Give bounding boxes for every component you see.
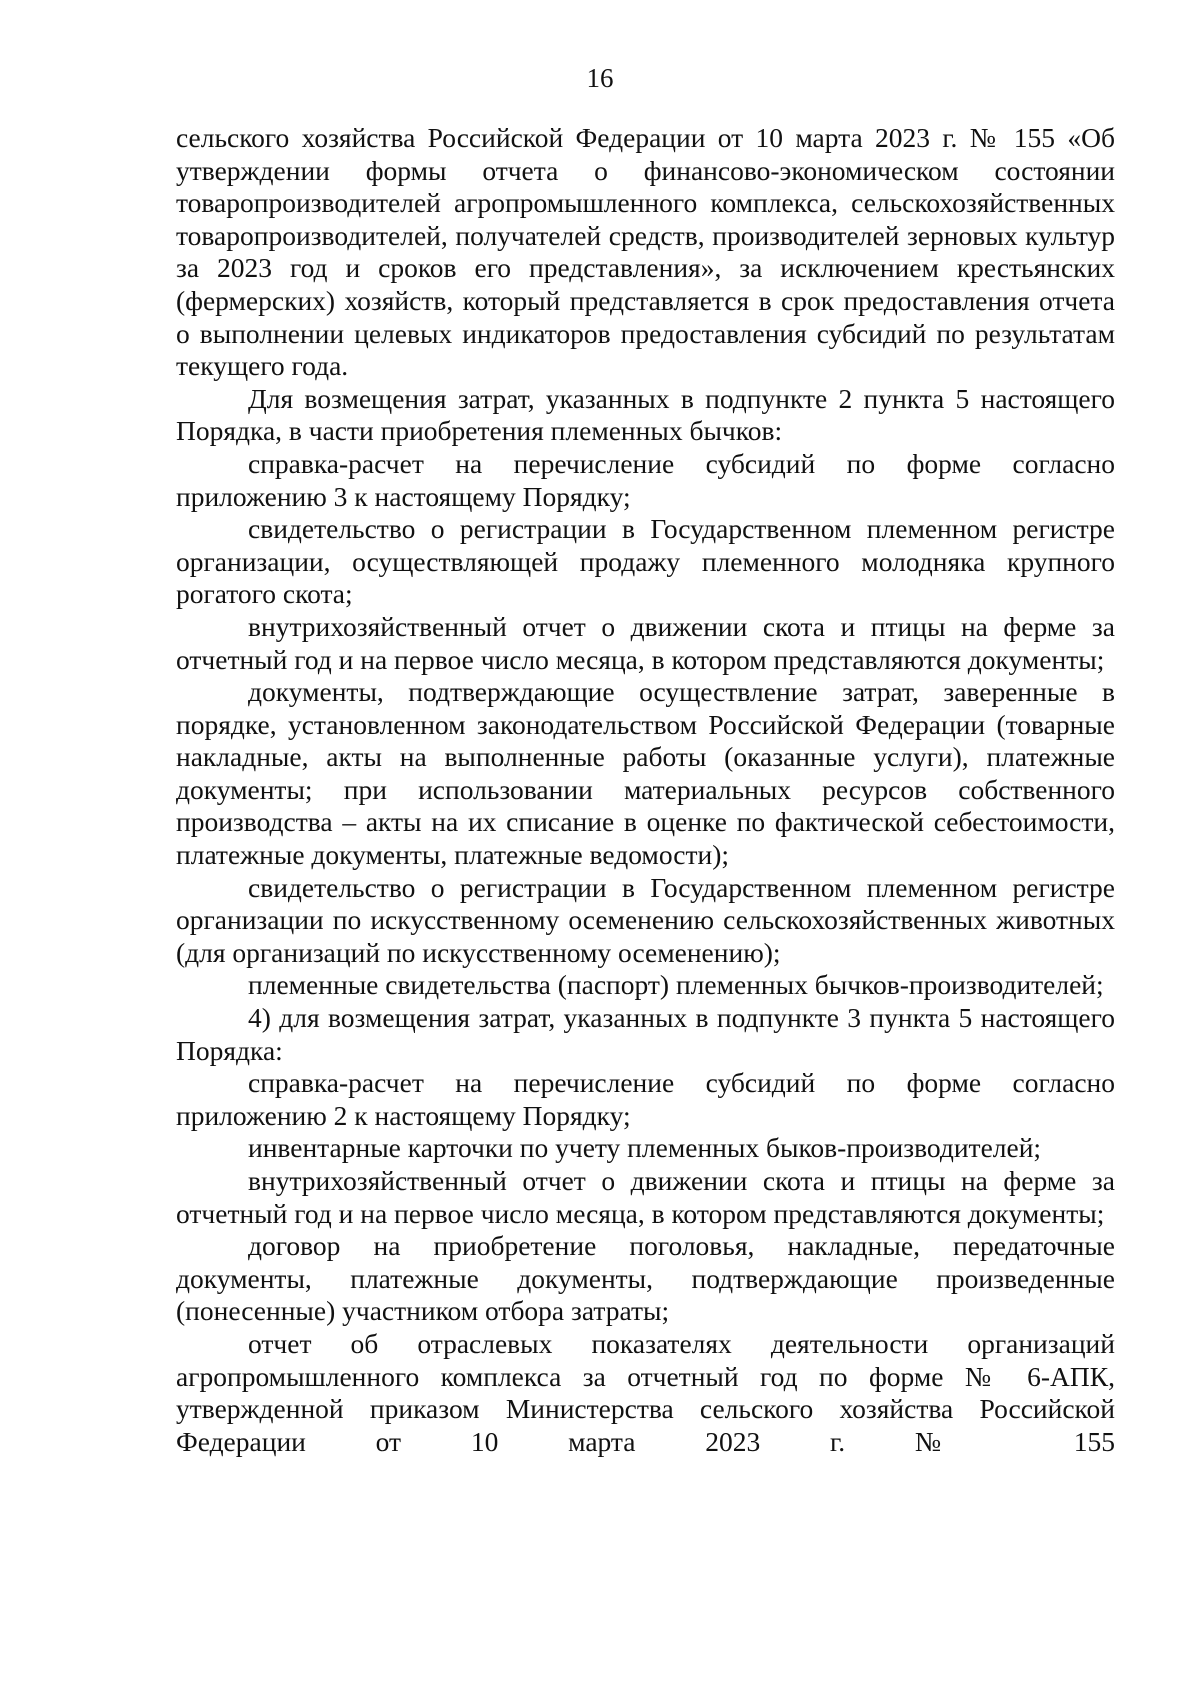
paragraph-list-item: документы, подтверждающие осуществление затрат, заверенные в порядке, установленном законодательством Российской Федерации (товарные накладные, акты на выполненные работы (оказанные услуги), платежные документы; при использовании материальных ресурсов собственного производства – акты на их списание в оценке по фактической себестоимости, платежные документы, платежные ведомости); (176, 676, 1115, 871)
paragraph-list-item: договор на приобретение поголовья, накладные, передаточные документы, платежные документы, подтверждающие произведенные (понесенные) участником отбора затраты; (176, 1230, 1115, 1327)
paragraph-list-item: справка-расчет на перечисление субсидий по форме согласно приложению 2 к настоящему Порядку; (176, 1067, 1115, 1131)
paragraph-intro-bulls: Для возмещения затрат, указанных в подпункте 2 пункта 5 настоящего Порядка, в части приобретения племенных бычков: (176, 382, 1115, 447)
paragraph-list-item: внутрихозяйственный отчет о движении скота и птицы на ферме за отчетный год и на первое число месяца, в котором представляются документы; (176, 1165, 1115, 1229)
paragraph-list-item: свидетельство о регистрации в Государственном племенном регистре организации, осуществляющей продажу племенного молодняка крупного рогатого скота; (176, 513, 1115, 610)
paragraph-continuation: сельского хозяйства Российской Федерации от 10 марта 2023 г. № 155 «Об утверждении формы отчета о финансово-экономическом состоянии товаропроизводителей агропромышленного комплекса, сельскохозяйственных товаропроизводителей, получателей средств, производителей зерновых культур за 2023 год и сроков его представления», за исключением крестьянских (фермерских) хозяйств, который представляется в срок предоставления отчета о выполнении целевых индикаторов предоставления субсидий по результатам текущего года. (176, 122, 1115, 382)
document-body (176, 122, 1115, 1458)
paragraph-list-item: справка-расчет на перечисление субсидий по форме согласно приложению 3 к настоящему Порядку; (176, 447, 1115, 512)
paragraph-list-item: инвентарные карточки по учету племенных быков-производителей; (248, 1132, 1042, 1164)
paragraph-list-item: племенные свидетельства (паспорт) племенных бычков-производителей; (248, 969, 1104, 1001)
paragraph-list-item: свидетельство о регистрации в Государственном племенном регистре организации по искусственному осеменению сельскохозяйственных животных (для организаций по искусственному осеменению); (176, 871, 1115, 968)
paragraph-list-item: внутрихозяйственный отчет о движении скота и птицы на ферме за отчетный год и на первое число месяца, в котором представляются документы; (176, 610, 1115, 675)
paragraph-list-item-continued: отчет об отраслевых показателях деятельности организаций агропромышленного комплекса за отчетный год по форме № 6-АПК, утвержденной приказом Министерства сельского хозяйства Российской Федерации от 10 марта 2023 г. № 155 (176, 1327, 1115, 1457)
page-number: 16 (586, 63, 614, 93)
paragraph-item-4: 4) для возмещения затрат, указанных в подпункте 3 пункта 5 настоящего Порядка: (176, 1002, 1115, 1066)
